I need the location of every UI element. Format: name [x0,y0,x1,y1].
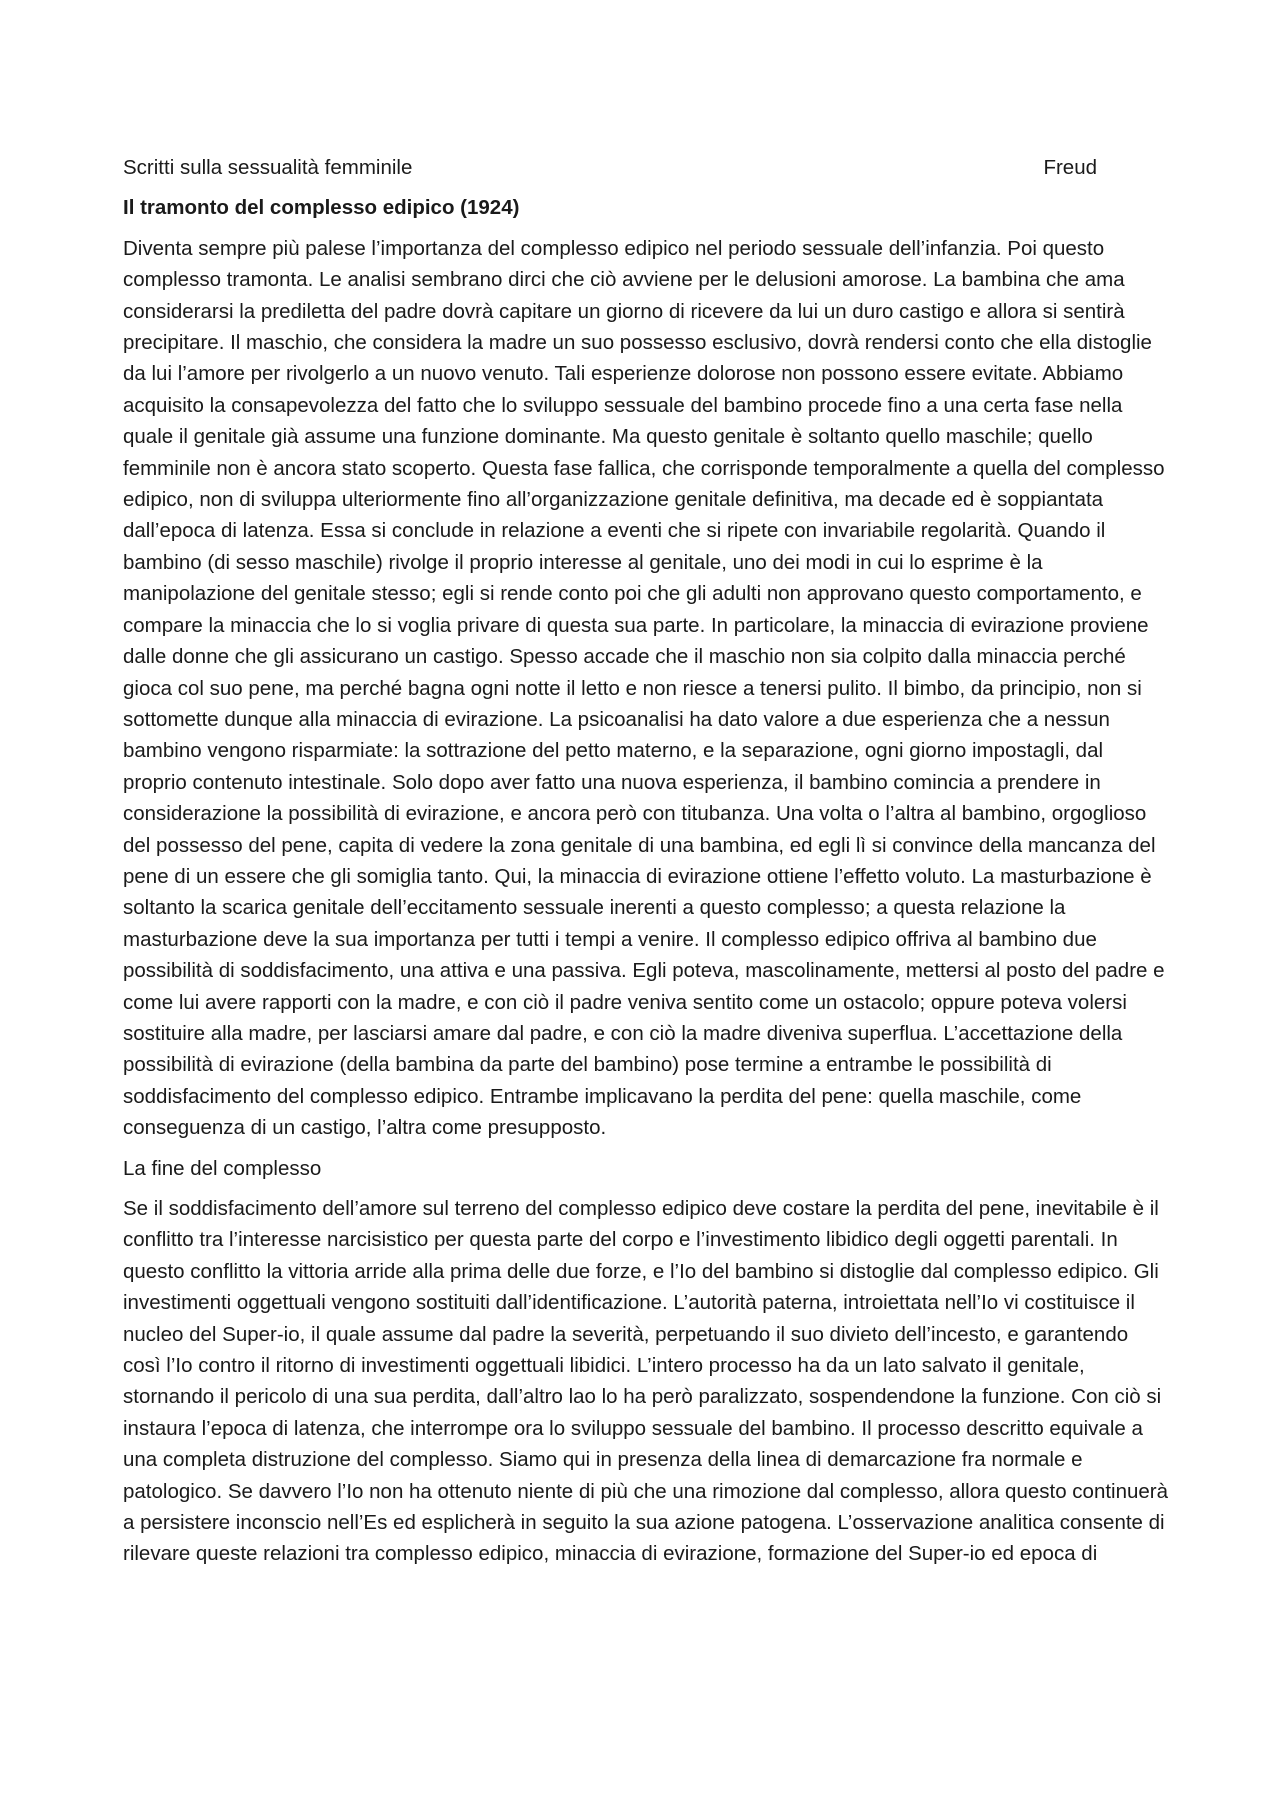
header-book-title: Scritti sulla sessualità femminile [123,156,413,179]
body-paragraph: Diventa sempre più palese l’importanza del complesso edipico nel periodo sessuale dell’infanzia. Poi questo complesso tramonta. Le analisi sembrano dirci che ciò avviene per le delusioni amorose. La bambina che ama considerarsi la prediletta del padre dovrà capitare un giorno di ricevere da lui un duro castigo e allora si sentirà precipitare. Il maschio, che considera la madre un suo possesso esclusivo, dovrà rendersi conto che ella distoglie da lui l’amore per rivolgerlo a un nuovo venuto. Tali esperienze dolorose non possono essere evitate. Abbiamo acquisito la consapevolezza del fatto che lo sviluppo sessuale del bambino procede fino a una certa fase nella quale il genitale già assume una funzione dominante. Ma questo genitale è soltanto quello maschile; quello femminile non è ancora stato scoperto. Questa fase fallica, che corrisponde temporalmente a quella del complesso edipico, non di sviluppa ulteriormente fino all’organizzazione genitale definitiva, ma decade ed è soppiantata dall’epoca di latenza. Essa si conclude in relazione a eventi che si ripete con invariabile regolarità. Quando il bambino (di sesso maschile) rivolge il proprio interesse al genitale, uno dei modi in cui lo esprime è la manipolazione del genitale stesso; egli si rende conto poi che gli adulti non approvano questo comportamento, e compare la minaccia che lo si voglia privare di questa sua parte. In particolare, la minaccia di evirazione proviene dalle donne che gli assicurano un castigo. Spesso accade che il maschio non sia colpito dalla minaccia perché gioca col suo pene, ma perché bagna ogni notte il letto e non riesce a tenersi pulito. Il bimbo, da principio, non si sottomette dunque alla minaccia di evirazione. La psicoanalisi ha dato valore a due esperienza che a nessun bambino vengono risparmiate: la sottrazione del petto materno, e la separazione, ogni giorno impostagli, dal proprio contenuto intestinale. Solo dopo aver fatto una nuova esperienza, il bambino comincia a prendere in considerazione la possibilità di evirazione, e ancora però con titubanza. Una volta o l’altra al bambino, orgoglioso del possesso del pene, capita di vedere la zona genitale di una bambina, ed egli lì si convince della mancanza del pene di un essere che gli somiglia tanto. Qui, la minaccia di evirazione ottiene l’effetto voluto. La masturbazione è soltanto la scarica genitale dell’eccitamento sessuale inerenti a questo complesso; a questa relazione la masturbazione deve la sua importanza per tutti i tempi a venire. Il complesso edipico offriva al bambino due possibilità di soddisfacimento, una attiva e una passiva. Egli poteva, mascolinamente, mettersi al posto del padre e come lui avere rapporti con la madre, e con ciò il padre veniva sentito come un ostacolo; oppure poteva volersi sostituire alla madre, per lasciarsi amare dal padre, e con ciò la madre diveniva superflua. L’accettazione della possibilità di evirazione (della bambina da parte del bambino) pose termine a entrambe le possibilità di soddisfacimento del complesso edipico. Entrambe implicavano la perdita del pene: quella maschile, come conseguenza di un castigo, l’altra come presupposto. [123,236,1165,1140]
header-author: Freud [1043,156,1097,179]
document-page [123,152,1169,1579]
section-subheading: La fine del complesso [123,1156,322,1180]
chapter-title: Il tramonto del complesso edipico (1924) [123,196,520,220]
body-paragraph: Se il soddisfacimento dell’amore sul terreno del complesso edipico deve costare la perdita del pene, inevitabile è il conflitto tra l’interesse narcisistico per questa parte del corpo e l’investimento libidico degli oggetti parentali. In questo conflitto la vittoria arride alla prima delle due forze, e l’Io del bambino si distoglie dal complesso edipico. Gli investimenti oggettuali vengono sostituiti dall’identificazione. L’autorità paterna, introiettata nell’Io vi costituisce il nucleo del Super-io, il quale assume dal padre la severità, perpetuando il suo divieto dell’incesto, e garantendo così l’Io contro il ritorno di investimenti oggettuali libidici. L’intero processo ha da un lato salvato il genitale, stornando il pericolo di una sua perdita, dall’altro lao lo ha però paralizzato, sospendendone la funzione. Con ciò si instaura l’epoca di latenza, che interrompe ora lo sviluppo sessuale del bambino. Il processo descritto equivale a una completa distruzione del complesso. Siamo qui in presenza della linea di demarcazione fra normale e patologico. Se davvero l’Io non ha ottenuto niente di più che una rimozione dal complesso, allora questo continuerà a persistere inconscio nell’Es ed esplicherà in seguito la sua azione patogena. L’osservazione analitica consente di rilevare queste relazioni tra complesso edipico, minaccia di evirazione, formazione del Super-io ed epoca di [123,1197,1169,1566]
page-header [123,152,1169,183]
